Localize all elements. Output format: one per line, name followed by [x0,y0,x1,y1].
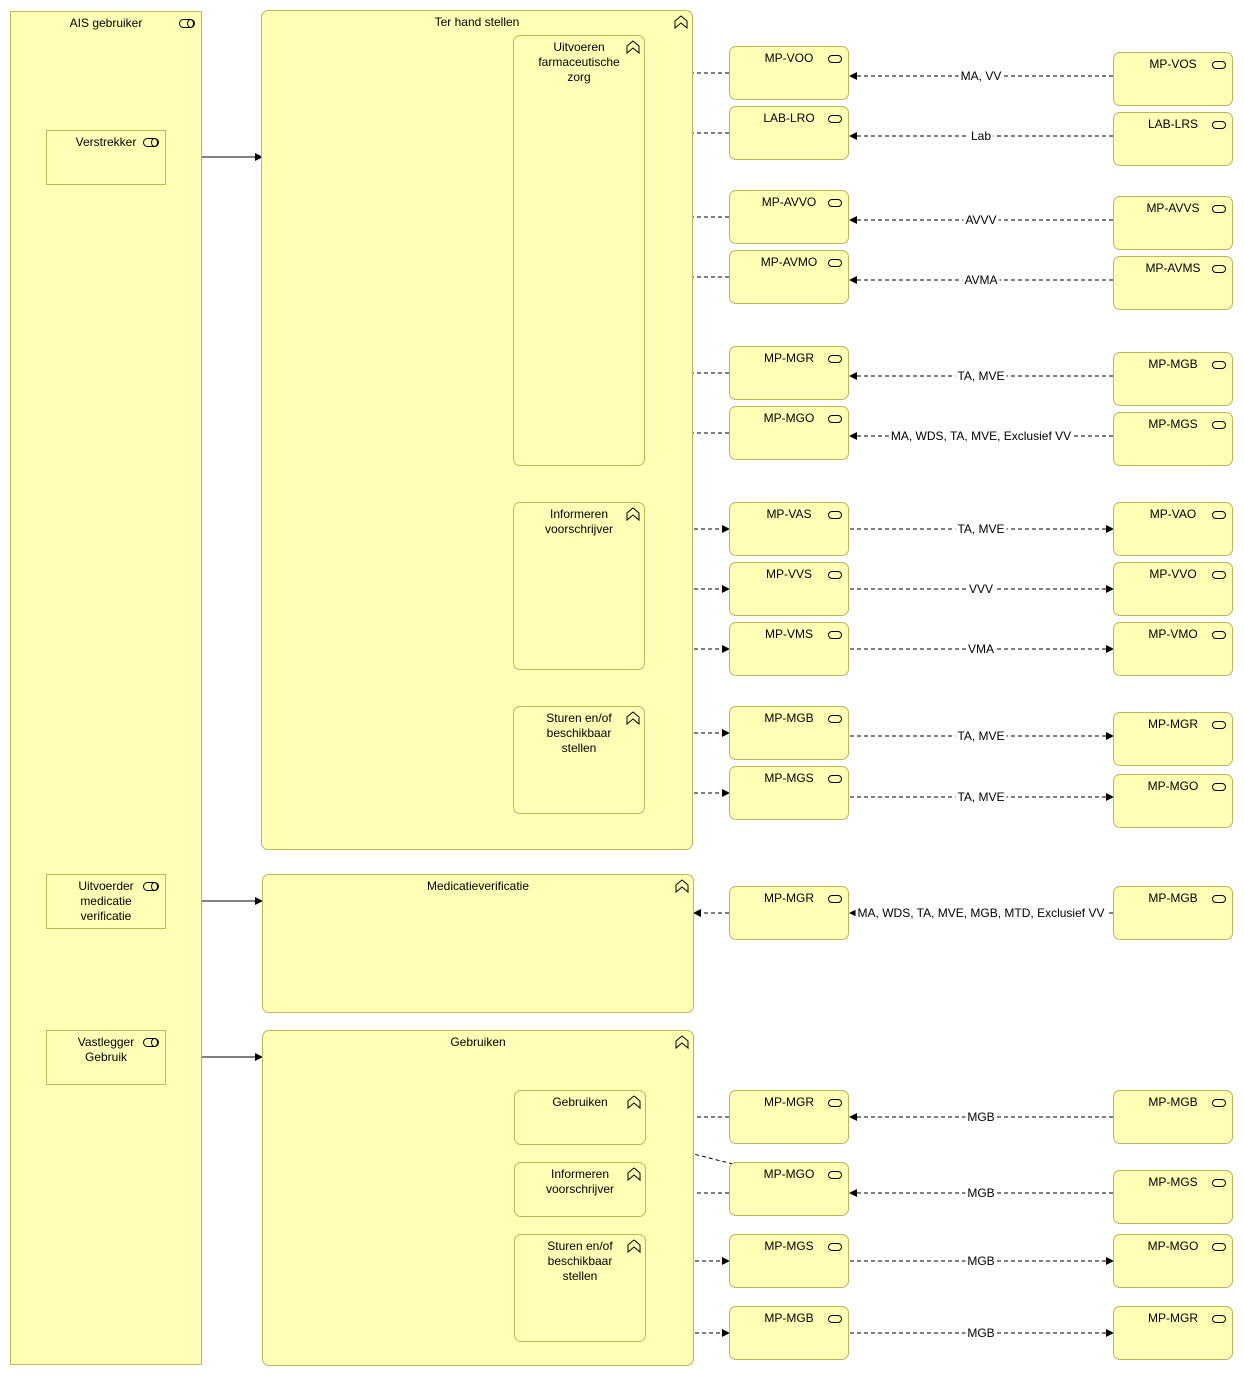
service-icon [828,1243,842,1251]
service-icon [1212,1315,1226,1323]
service-icon [828,571,842,579]
flow-label-8: VMA [967,642,995,656]
service-mp-voo-left[interactable] [729,46,849,100]
flow-label-3: AVMA [964,273,998,287]
function-icon [626,1094,642,1110]
service-icon [1212,631,1226,639]
flow-label-7: VVV [968,582,994,596]
service-mp-avms-right[interactable] [1113,256,1233,310]
function-gebruiken-inner-label: Gebruiken [552,1095,608,1109]
service-mp-mgr-right-label: MP-MGR [1148,717,1198,731]
service-mp-mgr-right[interactable] [1113,1306,1233,1360]
service-mp-vos-right-label: MP-VOS [1149,57,1197,71]
service-mp-mgo-right-label: MP-MGO [1147,1239,1199,1253]
service-mp-mgo-right-label: MP-MGO [1147,779,1199,793]
role-uitvoerder-label: Uitvoerder medicatie verificatie [78,879,134,923]
service-icon [1212,511,1226,519]
service-mp-mgb-right-label: MP-MGB [1148,891,1198,905]
service-mp-vas-left-label: MP-VAS [766,507,812,521]
service-mp-avvo-left-label: MP-AVVO [761,195,817,209]
service-lab-lrs-right[interactable] [1113,112,1233,166]
service-icon [1212,1243,1226,1251]
service-icon [828,1315,842,1323]
service-mp-avvo-left[interactable] [729,190,849,244]
flow-label-4: TA, MVE [957,369,1005,383]
service-icon [1212,783,1226,791]
service-mp-mgs-right-label: MP-MGS [1148,417,1198,431]
service-mp-vmo-right[interactable] [1113,622,1233,676]
service-icon [1212,571,1226,579]
function-uitvoeren-farmaceutische-zorg[interactable] [513,35,645,466]
service-mp-mgr-left-label: MP-MGR [764,351,814,365]
flow-label-2: AVVV [965,213,997,227]
service-mp-mgr-right[interactable] [1113,712,1233,766]
service-mp-vvs-left[interactable] [729,562,849,616]
flow-label-9: TA, MVE [957,729,1005,743]
function-icon [625,39,641,55]
flow-label-1: Lab [970,129,992,143]
service-icon [828,511,842,519]
service-mp-avvs-right-label: MP-AVVS [1146,201,1200,215]
flow-label-10: TA, MVE [957,790,1005,804]
service-icon [1212,361,1226,369]
service-mp-mgs-left-label: MP-MGS [764,1239,814,1253]
service-icon [1212,61,1226,69]
service-mp-mgb-left[interactable] [729,1306,849,1360]
service-mp-vmo-right-label: MP-VMO [1148,627,1198,641]
service-mp-vvo-right-label: MP-VVO [1149,567,1197,581]
service-icon [828,895,842,903]
function-medicatieverificatie[interactable] [262,874,694,1013]
service-mp-mgb-right-label: MP-MGB [1148,1095,1198,1109]
service-mp-mgs-left-label: MP-MGS [764,771,814,785]
service-mp-mgb-left-label: MP-MGB [764,1311,814,1325]
service-mp-voo-left-label: MP-VOO [764,51,814,65]
flow-label-15: MGB [967,1326,995,1340]
service-icon [1212,205,1226,213]
service-lab-lrs-right-label: LAB-LRS [1147,117,1199,131]
function-icon [625,710,641,726]
service-icon [1212,721,1226,729]
function-sturen-beschikbaar-stellen[interactable] [513,706,645,814]
service-icon [828,1171,842,1179]
service-mp-mgs-right[interactable] [1113,1170,1233,1224]
service-icon [828,415,842,423]
function-gebruiken-label: Gebruiken [450,1035,506,1049]
function-icon [625,506,641,522]
service-icon [1212,421,1226,429]
service-mp-mgo-left[interactable] [729,1162,849,1216]
function-informeren-label: Informeren voorschrijver [544,507,613,536]
service-icon [828,775,842,783]
service-mp-mgs-left[interactable] [729,766,849,820]
function-gebruiken-inner[interactable] [514,1090,646,1145]
role-verstrekker-label: Verstrekker [75,135,137,149]
service-mp-mgb-right[interactable] [1113,886,1233,940]
service-mp-vao-right-label: MP-VAO [1149,507,1197,521]
function-icon [626,1166,642,1182]
function-sturen-label: Sturen en/of beschikbaar stellen [546,711,612,755]
service-mp-vvs-left-label: MP-VVS [765,567,812,581]
function-informeren-2-label: Informeren voorschrijver [545,1167,614,1196]
service-mp-avvs-right[interactable] [1113,196,1233,250]
role-ais-gebruiker[interactable] [10,11,202,1365]
function-icon [626,1238,642,1254]
flow-label-13: MGB [967,1186,995,1200]
function-icon [673,14,689,30]
service-mp-mgb-right-label: MP-MGB [1148,357,1198,371]
service-mp-mgb-left[interactable] [729,706,849,760]
service-mp-mgr-right-label: MP-MGR [1148,1311,1198,1325]
service-mp-vms-left[interactable] [729,622,849,676]
service-mp-vms-left-label: MP-VMS [765,627,813,641]
service-icon [828,1099,842,1107]
service-icon [1212,265,1226,273]
role-icon [143,138,159,147]
function-sturen-2-label: Sturen en/of beschikbaar stellen [547,1239,613,1283]
service-icon [1212,121,1226,129]
service-mp-mgs-left[interactable] [729,1234,849,1288]
service-icon [828,199,842,207]
service-mp-mgr-left[interactable] [729,346,849,400]
service-icon [1212,1179,1226,1187]
service-icon [828,115,842,123]
service-icon [828,355,842,363]
role-icon [143,1038,159,1047]
service-icon [828,631,842,639]
role-uitvoerder-medicatie-verificatie[interactable] [46,874,166,929]
service-mp-vao-right[interactable] [1113,502,1233,556]
service-icon [828,55,842,63]
flow-label-6: TA, MVE [957,522,1005,536]
function-sturen-beschikbaar-stellen-2[interactable] [514,1234,646,1342]
service-mp-mgo-left-label: MP-MGO [763,411,815,425]
service-mp-vvo-right[interactable] [1113,562,1233,616]
function-icon [674,878,690,894]
service-mp-mgb-right[interactable] [1113,1090,1233,1144]
service-mp-mgr-left[interactable] [729,1090,849,1144]
service-mp-mgo-left-label: MP-MGO [763,1167,815,1181]
service-mp-mgo-left[interactable] [729,406,849,460]
service-mp-mgo-right[interactable] [1113,774,1233,828]
role-icon [179,19,195,28]
flow-label-0: MA, VV [960,69,1002,83]
service-mp-vos-right[interactable] [1113,52,1233,106]
function-icon [674,1034,690,1050]
service-mp-vas-left[interactable] [729,502,849,556]
role-vastlegger-label: Vastlegger Gebruik [77,1035,135,1064]
flow-label-12: MGB [967,1110,995,1124]
function-informeren-voorschrijver-2[interactable] [514,1162,646,1217]
service-mp-mgr-left[interactable] [729,886,849,940]
service-mp-mgr-left-label: MP-MGR [764,891,814,905]
flow-label-11: MA, WDS, TA, MVE, MGB, MTD, Exclusief VV [857,906,1105,920]
function-medicatieverificatie-label: Medicatieverificatie [426,879,530,893]
function-informeren-voorschrijver[interactable] [513,502,645,670]
service-lab-lro-left[interactable] [729,106,849,160]
role-vastlegger-gebruik[interactable] [46,1030,166,1085]
service-mp-avmo-left[interactable] [729,250,849,304]
service-mp-mgb-left-label: MP-MGB [764,711,814,725]
service-icon [1212,1099,1226,1107]
flow-label-5: MA, WDS, TA, MVE, Exclusief VV [890,429,1072,443]
service-mp-avms-right-label: MP-AVMS [1145,261,1201,275]
service-mp-mgo-right[interactable] [1113,1234,1233,1288]
service-icon [828,715,842,723]
service-mp-avmo-left-label: MP-AVMO [760,255,818,269]
role-ais-gebruiker-label: AIS gebruiker [69,16,143,30]
function-ter-hand-stellen-label: Ter hand stellen [434,15,520,29]
service-lab-lro-left-label: LAB-LRO [763,111,815,125]
function-uitvoeren-label: Uitvoeren farmaceutische zorg [538,40,620,84]
service-icon [1212,895,1226,903]
role-verstrekker[interactable] [46,130,166,185]
service-mp-mgs-right-label: MP-MGS [1148,1175,1198,1189]
service-mp-mgb-right[interactable] [1113,352,1233,406]
flow-label-14: MGB [967,1254,995,1268]
service-icon [828,259,842,267]
service-mp-mgs-right[interactable] [1113,412,1233,466]
service-mp-mgr-left-label: MP-MGR [764,1095,814,1109]
role-icon [143,882,159,891]
